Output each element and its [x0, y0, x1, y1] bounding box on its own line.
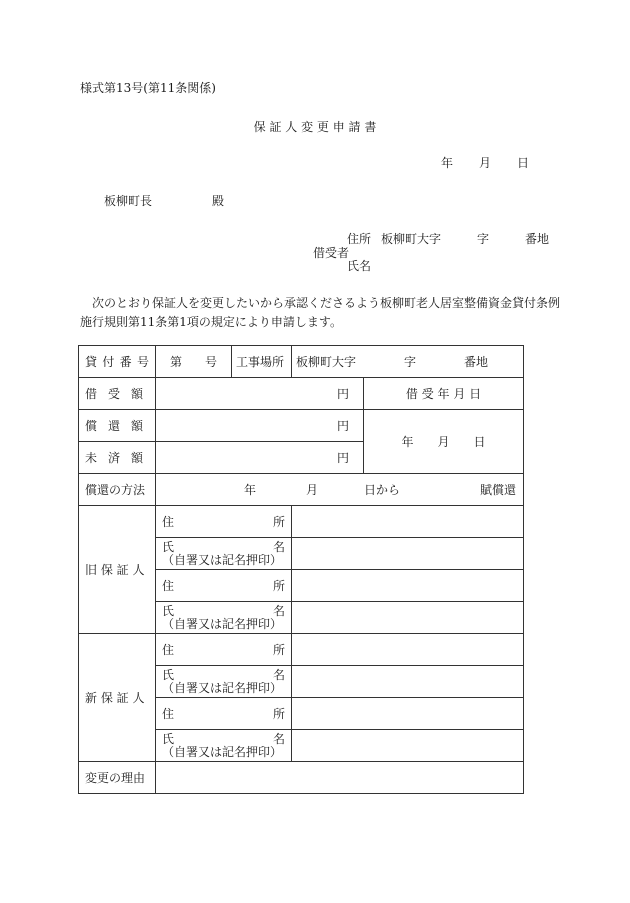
method-label: 償還の方法 [79, 474, 156, 506]
old-2-address-value[interactable] [292, 570, 524, 602]
method-value[interactable]: 年 月 日から 賦償還 [156, 474, 524, 506]
new-1-name-value[interactable] [292, 666, 524, 698]
date-month: 月 [479, 156, 492, 170]
name-label: 氏名 [347, 259, 372, 273]
date-year: 年 [441, 156, 454, 170]
old-1-address-value[interactable] [292, 506, 524, 538]
old-1-name-label: 氏 名 （自署又は記名押印） [156, 538, 292, 570]
application-table [78, 345, 524, 794]
body-text: 次のとおり保証人を変更したいから承認くださるよう板柳町老人居室整備資金貸付条例施行規則第11条第1項の規定により申請します。 [80, 296, 561, 329]
old-1-address-label: 住 所 [156, 506, 292, 538]
new-2-name-value[interactable] [292, 730, 524, 762]
loan-number-label: 貸 付 番 号 [79, 346, 156, 378]
new-guarantor-label: 新 保 証 人 [79, 634, 156, 762]
old-2-address-label: 住 所 [156, 570, 292, 602]
row-reason [79, 762, 524, 794]
borrower-label: 借受者 [313, 246, 350, 260]
unpaid-value[interactable]: 円 [156, 442, 364, 474]
site-label: 工事場所 [232, 346, 292, 378]
old-2-name-label: 氏 名 （自署又は記名押印） [156, 602, 292, 634]
date-day: 日 [517, 156, 530, 170]
application-date [441, 156, 529, 170]
borrow-amount-label: 借 受 額 [79, 378, 156, 410]
old-2-name-value[interactable] [292, 602, 524, 634]
repaid-value[interactable]: 円 [156, 410, 364, 442]
old-1-name-value[interactable] [292, 538, 524, 570]
row-repaid-amount [79, 410, 524, 442]
address-label: 住所 [347, 232, 372, 246]
new-1-address-value[interactable] [292, 634, 524, 666]
unpaid-label: 未 済 額 [79, 442, 156, 474]
borrow-date-value[interactable]: 年 月 日 [364, 410, 524, 474]
repaid-label: 償 還 額 [79, 410, 156, 442]
new-1-name-label: 氏 名 （自署又は記名押印） [156, 666, 292, 698]
document-title: 保 証 人 変 更 申 請 書 [253, 120, 377, 134]
reason-value[interactable] [156, 762, 524, 794]
addressee: 板柳町長 殿 [104, 194, 225, 208]
new-2-name-label: 氏 名 （自署又は記名押印） [156, 730, 292, 762]
loan-number-value[interactable]: 第 号 [156, 346, 232, 378]
row-borrow-amount [79, 378, 524, 410]
form-number: 様式第13号(第11条関係) [80, 81, 216, 95]
row-repayment-method [79, 474, 524, 506]
row-new-guarantor-1-address [79, 634, 524, 666]
old-guarantor-label: 旧 保 証 人 [79, 506, 156, 634]
row-loan-number [79, 346, 524, 378]
address-value: 板柳町大字 字 番地 [381, 232, 550, 246]
row-old-guarantor-1-address [79, 506, 524, 538]
borrow-date-label: 借 受 年 月 日 [364, 378, 524, 410]
new-2-address-label: 住 所 [156, 698, 292, 730]
site-value[interactable]: 板柳町大字 字 番地 [292, 346, 524, 378]
new-2-address-value[interactable] [292, 698, 524, 730]
borrow-amount-value[interactable]: 円 [156, 378, 364, 410]
new-1-address-label: 住 所 [156, 634, 292, 666]
reason-label: 変更の理由 [79, 762, 156, 794]
